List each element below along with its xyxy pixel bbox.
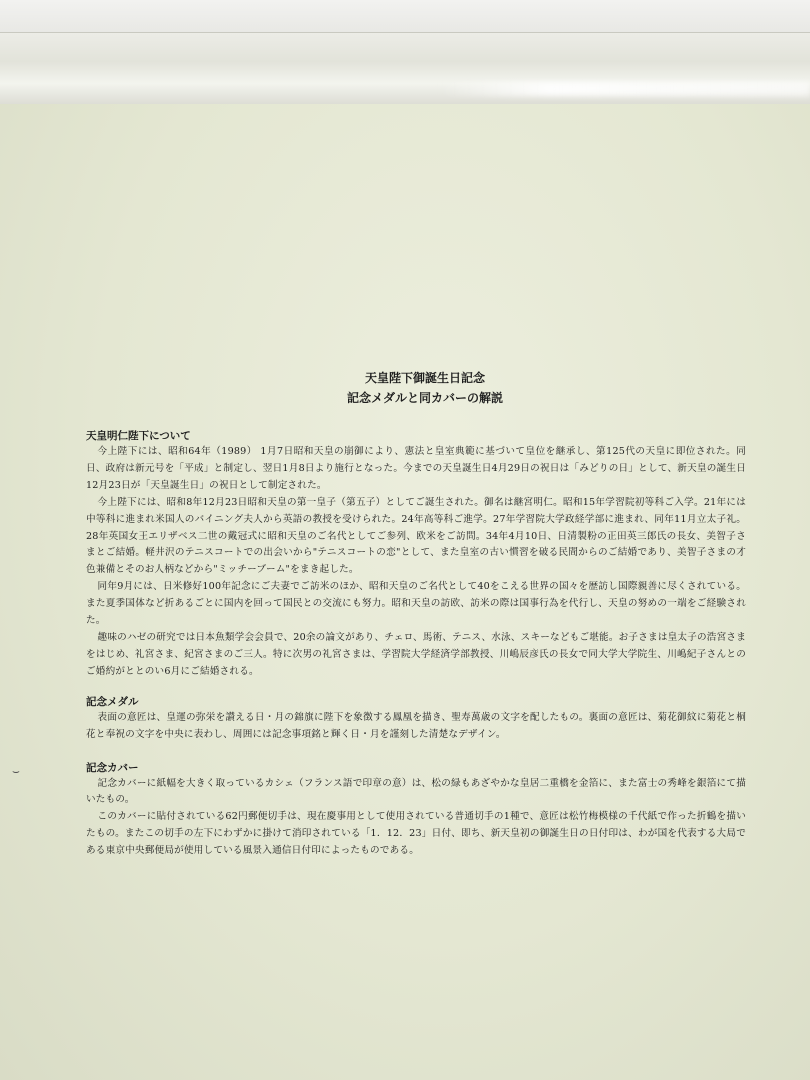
paragraph: 同年9月には、日米修好100年記念にご夫妻でご訪米のほか、昭和天皇のご名代として40をこえる世界の国々を歴訪し国際親善に尽くされている。また夏季国体など折あるごとに国内を回って国民との交流にも努力。昭和天皇の訪欧、訪米の際は国事行為を代行し、天皇の努めの一端をご経験された。: [86, 581, 746, 627]
document-title: 天皇陛下御誕生日記念: [364, 371, 485, 385]
pen-mark: ⌣: [12, 764, 20, 778]
section-heading-cover: 記念カバー: [86, 761, 139, 774]
paragraph: このカバーに貼付されている62円郵便切手は、現在慶事用として使用されている普通切手の1種で、意匠は松竹梅模様の千代紙で作った折鶴を描いたもの。またこの切手の左下にわずかに掛けて消印されている「1．12．23」日付、即ち、新天皇初の御誕生日の日付印は、わが国を代表する大局である東京中央郵便局が使用している風景入通信日付印によったものである。: [86, 811, 746, 857]
sleeve-glare: [440, 82, 810, 96]
paragraph: 記念カバーに紙幅を大きく取っているカシェ（フランス語で印章の意）は、松の緑もあざやかな皇居二重橋を金箔に、また富士の秀峰を銀箔にて描いたもの。: [86, 777, 746, 806]
section-heading-emperor: 天皇明仁陛下について: [86, 430, 191, 442]
paragraph: 表面の意匠は、皇運の弥栄を讃える日・月の錦旗に陛下を象徴する鳳凰を描き、聖寿萬歳の文字を配したもの。裏面の意匠は、菊花御紋に菊花と桐花と奉祝の文字を中央に表わし、周囲には記念事項銘と輝く日・月を謹刻した清楚なデザイン。: [86, 711, 746, 740]
paragraph: 趣味のハゼの研究では日本魚類学会会員で、20余の論文があり、チェロ、馬術、テニス、水泳、スキーなどもご堪能。お子さまは皇太子の浩宮さまをはじめ、礼宮さま、紀宮さまのご三人。特に次男の礼宮さまは、学習院大学経済学部教授、川嶋辰彦氏の長女で同大学大学院生、川嶋紀子さんとのご婚約がととのい6月にご結婚される。: [86, 631, 746, 677]
document-body: [86, 368, 746, 860]
document-subtitle: 記念メダルと同カバーの解説: [346, 391, 503, 405]
paragraph: 今上陛下には、昭和64年（1989） 1月7日昭和天皇の崩御により、憲法と皇室典範に基づいて皇位を継承し、第125代の天皇に即位された。同日、政府は新元号を「平成」と制定し、翌日1月8日より施行となった。今までの天皇誕生日4月29日の祝日は「みどりの日」として、新天皇の誕生日12月23日が「天皇誕生日」の祝日として制定された。: [86, 446, 746, 491]
section-heading-medal: 記念メダル: [86, 695, 139, 708]
paragraph: 今上陛下には、昭和8年12月23日昭和天皇の第一皇子（第五子）としてご誕生された。御名は継宮明仁。昭和15年学習院初等科ご入学。21年には中等科に進まれ米国人のバイニング夫人から英語の教授を受けられた。24年高等科ご進学。27年学習院大学政経学部に進まれ、同年11月立太子礼。28年英国女王エリザベス二世の戴冠式に昭和天皇のご名代としてご参列、欧米をご訪問。34年4月10日、日清製粉の正田英三郎氏の長女、美智子さまとご結婚。軽井沢のテニスコートでの出会いから"テニスコートの恋"として、また皇室の古い慣習を破る民間からのご結婚であり、美智子さまの才色兼備とそのお人柄などから"ミッチーブーム"をまき起した。: [86, 496, 746, 576]
